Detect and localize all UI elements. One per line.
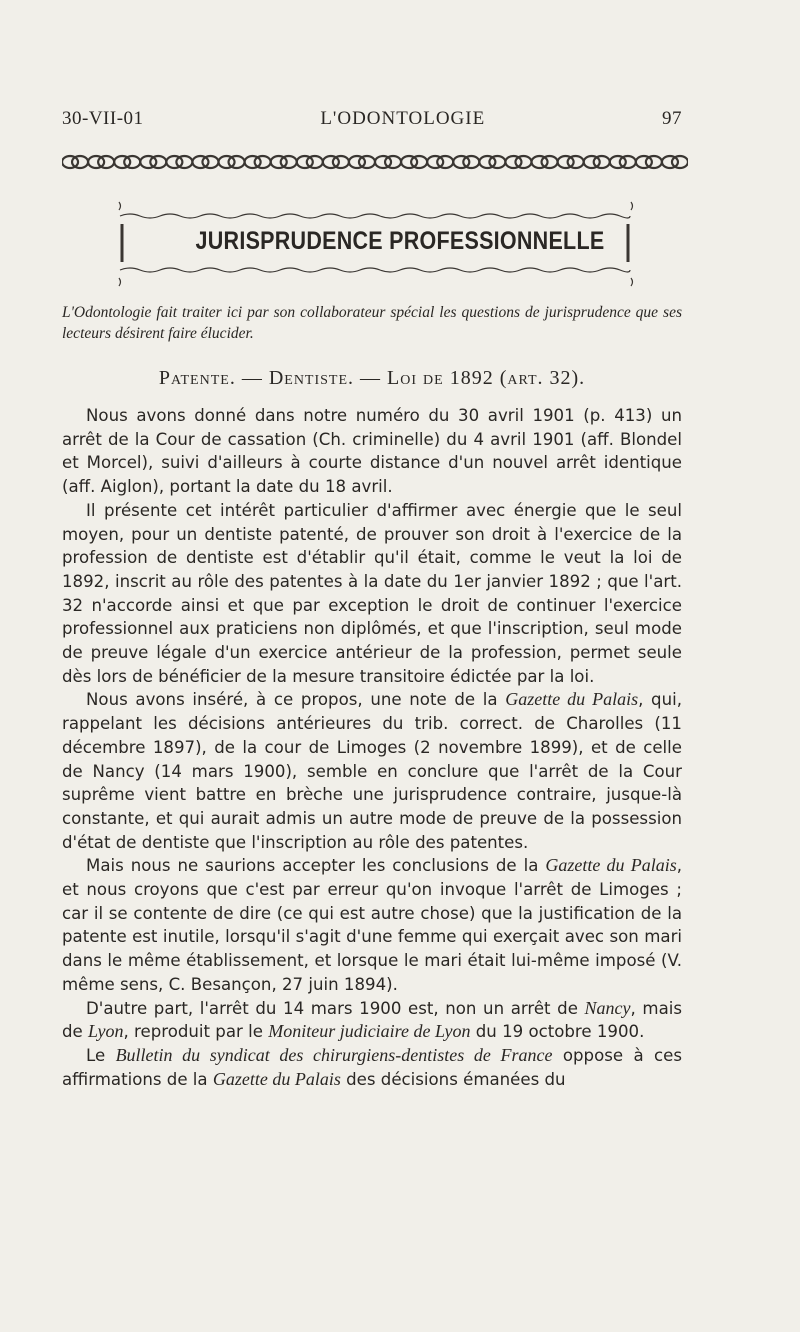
ornament-knot-icon [401, 156, 427, 168]
text-run: Le [86, 1045, 116, 1065]
ornament-knot-icon [584, 156, 610, 168]
ornament-knot-icon [610, 156, 636, 168]
ornament-knot-icon [140, 156, 166, 168]
italic-title: Lyon [88, 1021, 124, 1042]
section-title: JURISPRUDENCE PROFESSIONNELLE [195, 227, 605, 255]
text-run: des décisions émanées du [340, 1069, 566, 1089]
text-run: oppose à ces affirmations de la [62, 1045, 683, 1089]
italic-title: Gazette du Palais [505, 689, 639, 710]
ornament-knot-icon [297, 156, 323, 168]
ornament-knot-icon [323, 156, 349, 168]
article-heading: Patente. — Dentiste. — Loi de 1892 (art. 32). [158, 367, 586, 389]
italic-title: Gazette du Palais [212, 1068, 341, 1089]
text-run: , mais de [62, 998, 682, 1042]
text-run: Nous avons donné dans notre numéro du 30 avril 1901 (p. 413) un arrêt de la Cour de cassation (Ch. criminelle) du 4 avril 1901 (aff. Blondel et Morcel), suivi d'ailleurs à courte distance d'un nouvel arrêt identique (aff. Aiglon), portant la date du 18 avril. [62, 406, 682, 497]
article-body [62, 404, 682, 1091]
paragraph [62, 499, 682, 689]
text-run: Il présente cet intérêt particulier d'affirmer avec énergie que le seul moyen, pour un dentiste patenté, de prouver son droit à l'exercice de la profession de dentiste est d'établir qu'il était, comme le veut la loi de 1892, inscrit au rôle des patentes à la date du 1er janvier 1892 ; que l'art. 32 n'accorde ainsi et que par exception le droit de continuer l'exercice professionnel aux praticiens non diplômés, et que l'inscription, seul mode de preuve légale d'un exercice antérieur de la profession, permet seule dès lors de bénéficier de la mesure transitoire édictée par la loi. [62, 500, 682, 686]
text-run: D'autre part, l'arrêt du 14 mars 1900 est, non un arrêt de [86, 998, 585, 1018]
ornament-knot-icon [636, 156, 662, 168]
ornament-knot-icon [427, 156, 453, 168]
paragraph [62, 1044, 682, 1091]
page-number: 97 [661, 108, 682, 129]
intro-note: L'Odontologie fait traiter ici par son collaborateur spécial les questions de jurisprudence que ses lecteurs désirent faire élucider. [62, 304, 682, 342]
ornament-knot-icon [505, 156, 531, 168]
italic-title: Nancy [584, 997, 631, 1018]
ornament-knot-icon [219, 156, 245, 168]
paragraph [62, 688, 682, 854]
ornament-knot-icon [349, 156, 375, 168]
journal-name: L'ODONTOLOGIE [320, 108, 486, 129]
italic-title: Gazette du Palais [545, 855, 677, 876]
ornament-knot-icon [62, 156, 88, 168]
ornament-knot-icon [532, 156, 558, 168]
ornament-knot-icon [166, 156, 192, 168]
braid-ornament-icon [62, 150, 688, 174]
paragraph [62, 997, 682, 1044]
ornament-knot-icon [662, 156, 688, 168]
text-run: , et nous croyons que c'est par erreur qu'on invoque l'arrêt de Limoges ; car il se contente de dire (ce qui est autre chose) que la justification de la patente est inutile, lorsqu'il s'agit d'une femme qui exerçait avec son mari dans le même établissement, et lorsque le mari était lui-même imposé (V. même sens, C. Besançon, 27 juin 1894). [62, 856, 682, 994]
text-run: Nous avons inséré, à ce propos, une note de la [86, 690, 506, 710]
ornament-knot-icon [558, 156, 584, 168]
paragraph [62, 854, 682, 996]
text-run: , qui, rappelant les décisions antérieures du trib. correct. de Charolles (11 décembre 1897), de la cour de Limoges (2 novembre 1899), et de celle de Nancy (14 mars 1900), semble en conclure que l'arrêt de la Cour suprême vient battre en brèche une jurisprudence contraire, jusque-là constante, et qui aurait admis un autre mode de preuve de la possession d'état de dentiste que l'inscription au rôle des patentes. [62, 690, 682, 852]
ornament-knot-icon [271, 156, 297, 168]
text-run: Mais nous ne saurions accepter les conclusions de la [86, 856, 546, 876]
italic-title: Bulletin du syndicat des chirurgiens-dentistes de France [115, 1044, 553, 1065]
ornament-knot-icon [453, 156, 479, 168]
text-run: , reproduit par le [123, 1022, 269, 1042]
running-head [62, 108, 682, 130]
issue-date: 30-VII-01 [62, 108, 144, 129]
ornament-knot-icon [114, 156, 140, 168]
italic-title: Moniteur judiciaire de Lyon [268, 1021, 471, 1042]
ornament-knot-icon [375, 156, 401, 168]
ornament-knot-icon [192, 156, 218, 168]
ornament-knot-icon [88, 156, 114, 168]
ornament-knot-icon [245, 156, 271, 168]
ornament-knot-icon [479, 156, 505, 168]
text-run: du 19 octobre 1900. [470, 1022, 645, 1042]
paragraph [62, 404, 682, 499]
